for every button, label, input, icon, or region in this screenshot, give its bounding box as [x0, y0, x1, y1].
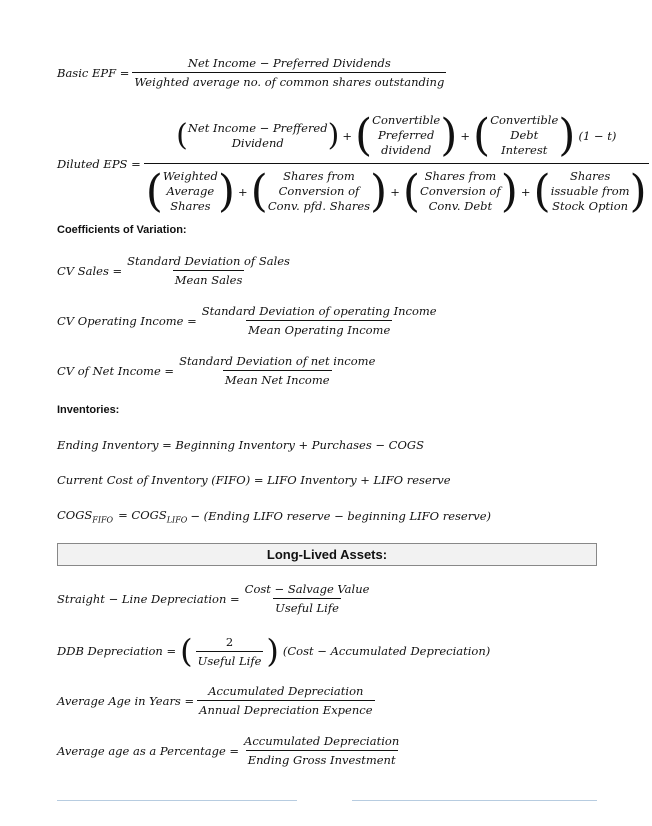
footer-rule-left	[57, 800, 297, 801]
tax-factor: (1 − t)	[578, 128, 617, 143]
cogs-fifo-term	[57, 508, 113, 524]
avg-age-years-denominator: Annual Depreciation Expence	[197, 700, 374, 717]
ddb-rest: (Cost − Accumulated Depreciation)	[282, 644, 491, 658]
avg-age-pct-numerator: Accumulated Depreciation	[244, 734, 400, 748]
straight-line-numerator: Cost − Salvage Value	[244, 582, 370, 596]
plus-sign: +	[342, 128, 352, 143]
den-term4-line3: Stock Option	[552, 199, 629, 213]
den-term-weighted: ( Weighted Average Shares )	[145, 166, 236, 217]
current-cost-formula: Current Cost of Inventory (FIFO) = LIFO Inventory + LIFO reserve	[57, 473, 451, 487]
cv-operating-numerator: Standard Deviation of operating Income	[201, 304, 437, 318]
num-term3-line3: Interest	[501, 143, 548, 157]
num-term2-line3: dividend	[381, 143, 432, 157]
plus-sign: +	[390, 184, 400, 199]
avg-age-pct-denominator: Ending Gross Investment	[246, 750, 398, 767]
straight-line-fraction	[243, 582, 372, 615]
cv-net-income-formula	[57, 354, 380, 387]
long-lived-assets-banner	[57, 543, 597, 566]
cv-operating-lhs: CV Operating Income =	[57, 313, 197, 328]
cv-sales-denominator: Mean Sales	[173, 270, 245, 287]
lifo-subscript: LIFO	[166, 515, 188, 525]
den-term-pfd: ( Shares from Conversion of Conv. pfd. Shares )	[250, 166, 388, 217]
num-term1-line2: Dividend	[231, 135, 284, 150]
avg-age-years-fraction	[197, 684, 374, 717]
cv-net-fraction	[177, 354, 377, 387]
den-term-options: ( Shares issuable from Stock Option )	[533, 166, 647, 217]
cv-operating-formula	[57, 304, 442, 337]
straight-line-lhs: Straight − Line Depreciation =	[57, 591, 240, 606]
num-term-conv-preferred: ( Convertible Preferred dividend )	[354, 110, 458, 161]
diluted-eps-lhs: Diluted EPS =	[57, 156, 141, 171]
avg-age-years-numerator: Accumulated Depreciation	[208, 684, 364, 698]
num-term1-line1: Net Income − Preffered	[187, 120, 328, 135]
den-term3-line2: Conversion of	[420, 184, 501, 198]
num-term3-line1: Convertible	[490, 113, 559, 127]
inventories-section-heading: Inventories:	[57, 404, 120, 416]
den-term3-line1: Shares from	[424, 169, 497, 183]
diluted-eps-formula	[57, 110, 652, 217]
avg-age-pct-fraction	[242, 734, 401, 767]
diluted-eps-denominator	[144, 163, 649, 217]
cv-net-numerator: Standard Deviation of net income	[179, 354, 376, 368]
basic-epf-fraction	[132, 56, 446, 89]
plus-sign: +	[460, 128, 471, 143]
cv-net-lhs: CV of Net Income =	[57, 363, 175, 378]
ddb-numerator: 2	[225, 634, 234, 649]
ddb-fraction	[196, 635, 264, 668]
ddb-denominator: Useful Life	[196, 651, 264, 668]
avg-age-pct-formula	[57, 734, 404, 767]
num-term3-line2: Debt	[510, 128, 539, 142]
ending-inventory-formula: Ending Inventory = Beginning Inventory + Purchases − COGS	[57, 438, 424, 452]
den-term1-line2: Average	[166, 184, 215, 198]
den-term1-line1: Weighted	[162, 169, 218, 183]
cv-net-denominator: Mean Net Income	[223, 370, 332, 387]
cv-sales-numerator: Standard Deviation of Sales	[127, 254, 290, 268]
diluted-eps-fraction	[144, 110, 649, 217]
basic-epf-formula	[57, 56, 449, 89]
num-term2-line2: Preferred	[378, 128, 435, 142]
cogs-label: COGS	[57, 508, 93, 522]
num-term2-line1: Convertible	[372, 113, 441, 127]
den-term2-line1: Shares from	[283, 169, 355, 183]
plus-sign: +	[238, 184, 248, 199]
cogs-lifo-term	[118, 508, 187, 524]
basic-epf-denominator: Weighted average no. of common shares outstanding	[132, 72, 446, 89]
fifo-subscript: FIFO	[92, 515, 114, 525]
den-term2-line3: Conv. pfd. Shares	[267, 199, 371, 213]
basic-epf-lhs: Basic EPF =	[57, 65, 130, 80]
num-term-net-income: ( Net Income − Preffered Dividend )	[176, 118, 340, 153]
avg-age-pct-lhs: Average age as a Percentage =	[57, 743, 240, 758]
straight-line-denominator: Useful Life	[273, 598, 341, 615]
den-term4-line2: issuable from	[550, 184, 630, 198]
cv-sales-formula	[57, 254, 295, 287]
den-term3-line3: Conv. Debt	[428, 199, 493, 213]
footer-rule-right	[352, 800, 597, 801]
cv-operating-fraction	[200, 304, 439, 337]
den-term2-line2: Conversion of	[278, 184, 360, 198]
cv-sales-fraction	[125, 254, 292, 287]
ddb-formula	[57, 632, 490, 670]
avg-age-years-formula	[57, 684, 378, 717]
den-term4-line1: Shares	[569, 169, 611, 183]
long-lived-assets-title: Long-Lived Assets:	[266, 547, 388, 562]
straight-line-formula	[57, 582, 374, 615]
den-term1-line3: Shares	[170, 199, 211, 213]
cv-sales-lhs: CV Sales =	[57, 263, 123, 278]
ddb-paren-fraction: ( $\frac{2}{\text{Useful Life}}$ )	[180, 632, 279, 670]
cogs-lifo-label: = COGS	[118, 508, 167, 522]
plus-sign: +	[520, 184, 531, 199]
ddb-lhs: DDB Depreciation =	[57, 644, 177, 658]
den-term-debt: ( Shares from Conversion of Conv. Debt )	[402, 166, 518, 217]
basic-epf-numerator: Net Income − Preferred Dividends	[187, 56, 391, 70]
cogs-fifo-formula	[57, 508, 491, 524]
diluted-eps-numerator	[174, 110, 618, 163]
avg-age-years-lhs: Average Age in Years =	[57, 693, 195, 708]
num-term-conv-debt: ( Convertible Debt Interest )	[473, 110, 576, 161]
cv-operating-denominator: Mean Operating Income	[246, 320, 392, 337]
cv-section-heading: Coefficients of Variation:	[57, 224, 187, 236]
lifo-reserve-change: − (Ending LIFO reserve − beginning LIFO reserve)	[190, 509, 492, 524]
